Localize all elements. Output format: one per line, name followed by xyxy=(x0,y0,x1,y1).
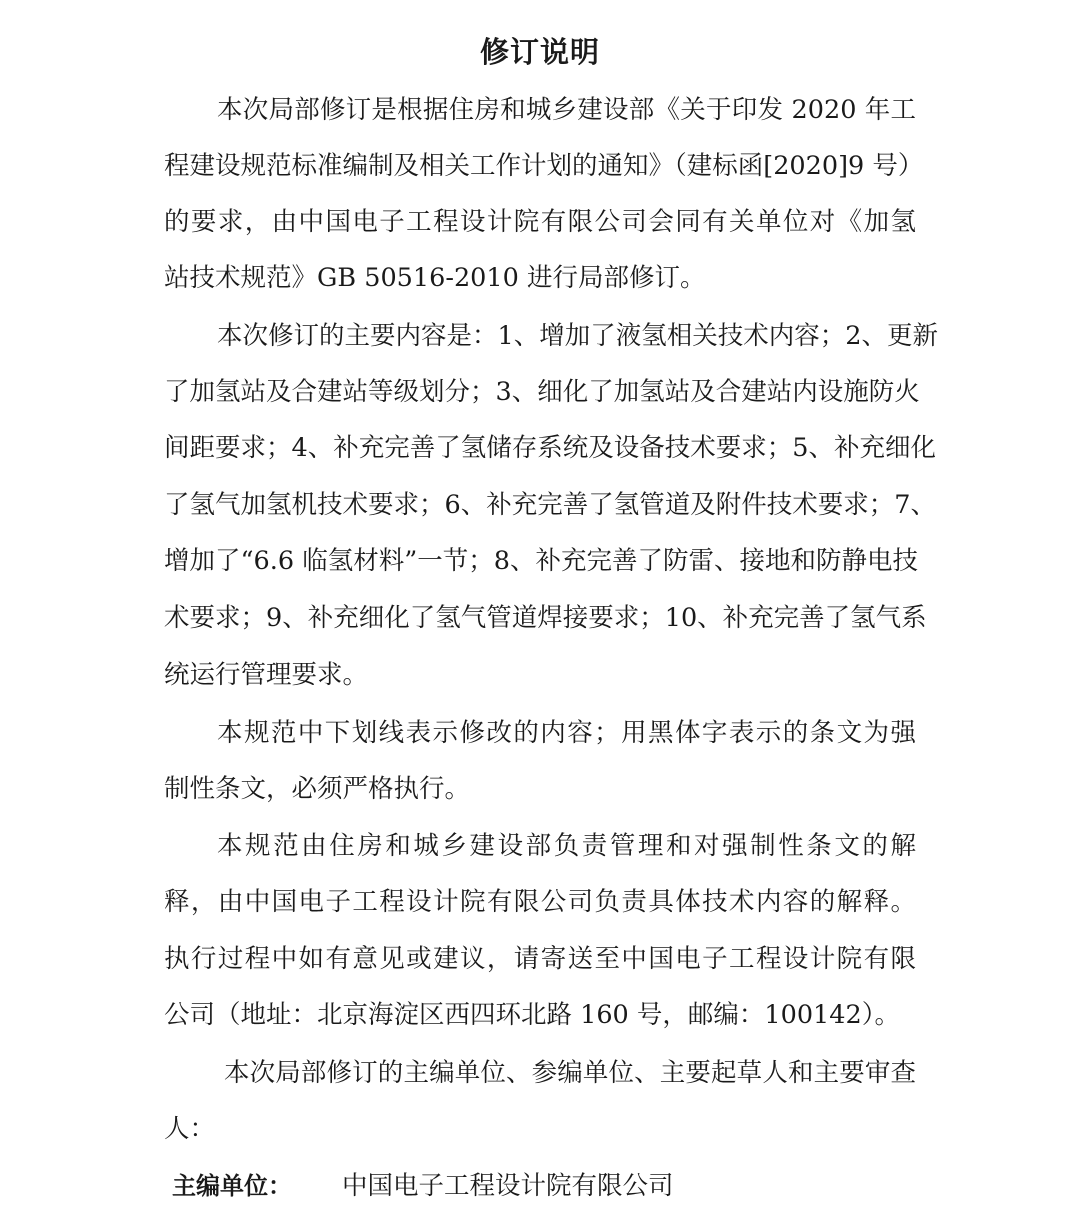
paragraph-line: 本次修订的主要内容是：1、增加了液氢相关技术内容；2、更新 xyxy=(217,321,938,351)
paragraph-line: 公司（地址：北京海淀区西四环北路 160 号，邮编：100142）。 xyxy=(164,1000,900,1030)
paragraph-line: 站技术规范》GB 50516-2010 进行局部修订。 xyxy=(164,263,706,293)
paragraph-line: 增加了“6.6 临氢材料”一节；8、补充完善了防雷、接地和防静电技 xyxy=(164,546,918,576)
paragraph-line: 术要求；9、补充细化了氢气管道焊接要求；10、补充完善了氢气系 xyxy=(164,603,927,633)
paragraph-line: 本规范由住房和城乡建设部负责管理和对强制性条文的解 xyxy=(217,831,916,861)
chief-editor-row xyxy=(172,1158,916,1214)
paragraph-line: 了氢气加氢机技术要求；6、补充完善了氢管道及附件技术要求；7、 xyxy=(164,490,936,520)
paragraph-line: 的要求，由中国电子工程设计院有限公司会同有关单位对《加氢 xyxy=(164,207,916,237)
paragraph-line: 释，由中国电子工程设计院有限公司负责具体技术内容的解释。 xyxy=(164,887,916,917)
paragraph-line: 本次局部修订是根据住房和城乡建设部《关于印发 2020 年工 xyxy=(217,95,916,125)
paragraph-line: 本次局部修订的主编单位、参编单位、主要起草人和主要审查 xyxy=(224,1058,916,1088)
document-title: 修订说明 xyxy=(479,35,600,69)
paragraph-line: 了加氢站及合建站等级划分；3、细化了加氢站及合建站内设施防火 xyxy=(164,377,920,407)
chief-editor-label: 主编单位： xyxy=(172,1172,292,1200)
paragraph-line: 间距要求；4、补充完善了氢储存系统及设备技术要求；5、补充细化 xyxy=(164,433,936,463)
paragraph-line: 执行过程中如有意见或建议，请寄送至中国电子工程设计院有限 xyxy=(164,944,916,974)
paragraph-line: 统运行管理要求。 xyxy=(164,660,369,690)
paragraph-line: 本规范中下划线表示修改的内容；用黑体字表示的条文为强 xyxy=(217,718,916,748)
paragraph-line: 程建设规范标准编制及相关工作计划的通知》（建标函[2020]9 号） xyxy=(164,151,924,181)
paragraph-line: 人： xyxy=(164,1114,216,1144)
paragraph-line: 制性条文，必须严格执行。 xyxy=(164,774,471,804)
chief-editor-value: 中国电子工程设计院有限公司 xyxy=(342,1171,674,1201)
